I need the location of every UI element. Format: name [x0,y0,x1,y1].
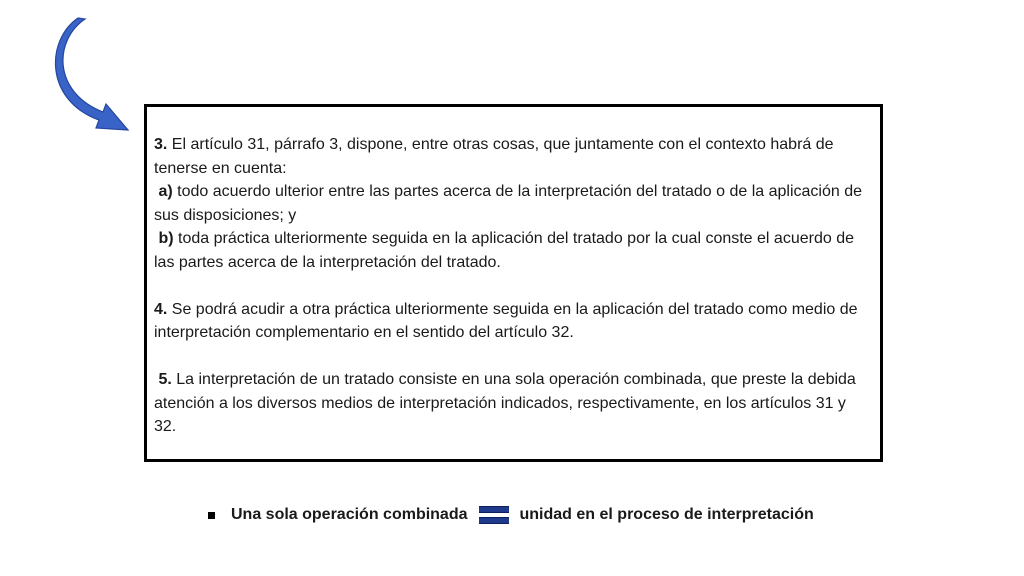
paragraph-4-number: 4. [154,300,168,318]
equals-sign-icon [479,506,509,524]
quotation-box [144,104,883,462]
paragraph-5-number: 5. [158,371,172,388]
item-a-label: a) [158,183,173,200]
summary-right-text: unidad en el proceso de interpretación [519,506,814,523]
paragraph-4-text: Se podrá acudir a otra práctica ulteriormente seguida en la aplicación del tratado como medio de interpretación complementario en el sentido del artículo 32. [154,300,858,341]
paragraph-3 [154,133,870,180]
item-b-label: b) [158,230,174,247]
square-bullet-icon [208,512,215,519]
paragraph-spacer [154,274,870,298]
paragraph-3-text: El artículo 31, párrafo 3, dispone, entre otras cosas, que juntamente con el contexto habrá de tenerse en cuenta: [154,136,834,177]
paragraph-4 [154,298,870,345]
paragraph-5-text: La interpretación de un tratado consiste en una sola operación combinada, que preste la debida atención a los diversos medios de interpretación indicados, respectivamente, en los artículos 31 y 32. [154,371,856,435]
item-b-text: toda práctica ulteriormente seguida en la aplicación del tratado por la cual conste el acuerdo de las partes acerca de la interpretación del tratado. [154,230,854,271]
paragraph-spacer [154,345,870,369]
summary-left-text: Una sola operación combinada [231,506,468,523]
item-a-text: todo acuerdo ulterior entre las partes acerca de la interpretación del tratado o de la aplicación de sus disposiciones; y [154,183,862,224]
item-b [154,227,870,274]
item-a [154,180,870,227]
summary-line [208,503,814,527]
paragraph-5 [154,368,870,439]
paragraph-3-number: 3. [154,136,168,153]
curved-down-right-arrow-icon [48,14,134,136]
